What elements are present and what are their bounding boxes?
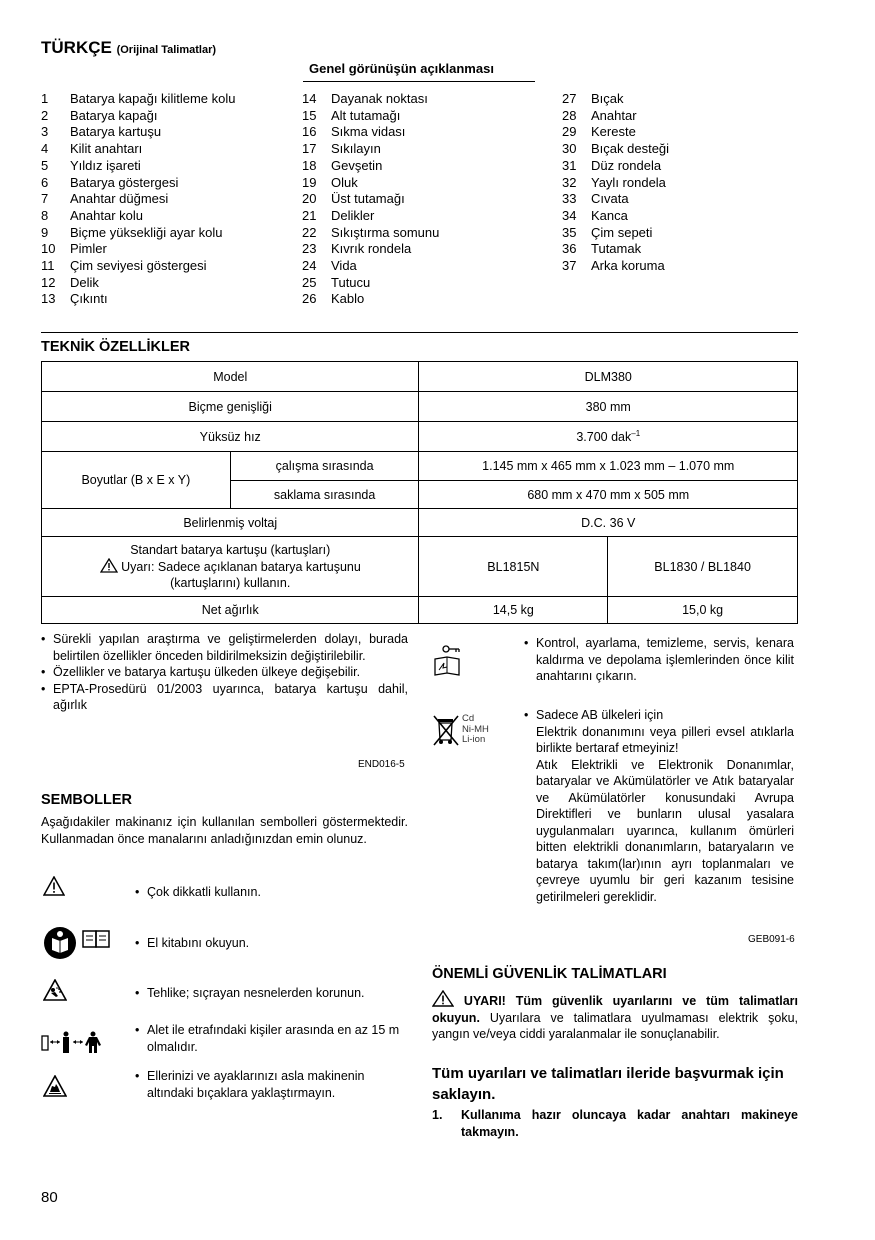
- part-number: 20: [302, 191, 317, 207]
- list-item: [41, 291, 235, 308]
- part-number: 12: [41, 274, 56, 290]
- part-number: 24: [302, 258, 317, 274]
- list-item: [41, 158, 235, 175]
- list-item: [302, 275, 439, 292]
- spec-code: END016-5: [358, 759, 405, 770]
- part-number: 28: [562, 107, 577, 123]
- list-item: [562, 141, 669, 158]
- list-item: [41, 124, 235, 141]
- part-number: 15: [302, 107, 317, 123]
- spec-label-dimensions: Boyutlar (B x E x Y): [42, 452, 231, 509]
- symbol-flying-text: Tehlike; sıçrayan nesnelerden korunun.: [147, 986, 365, 1000]
- part-number: 36: [562, 241, 577, 257]
- list-item: [302, 158, 439, 175]
- part-number: 18: [302, 157, 317, 173]
- spec-value-battery-b: BL1830 / BL1840: [608, 537, 798, 597]
- part-number: 1: [41, 91, 49, 106]
- battery-label-line-3: (kartuşlarını) kullanın.: [170, 576, 291, 590]
- spec-label-cut-width: Biçme genişliği: [42, 392, 419, 422]
- spec-value-battery-a: BL1815N: [419, 537, 608, 597]
- spec-value-dim-storage: 680 mm x 470 mm x 505 mm: [419, 481, 798, 509]
- list-item: [41, 108, 235, 125]
- note-text: Özellikler ve batarya kartuşu ülkeden ülkeye değişebilir.: [53, 665, 361, 679]
- eu-title: Sadece AB ülkeleri için: [536, 708, 664, 722]
- part-label: Kilit anahtarı: [70, 141, 143, 157]
- part-number: 27: [562, 91, 577, 106]
- part-number: 33: [562, 191, 577, 207]
- list-item: [41, 225, 235, 242]
- part-label: Düz rondela: [591, 157, 662, 173]
- bystander-distance-icon: [41, 1030, 107, 1054]
- part-number: 8: [41, 207, 49, 223]
- part-label: Biçme yüksekliği ayar kolu: [70, 224, 223, 240]
- list-item: [562, 108, 669, 125]
- part-number: 19: [302, 174, 317, 190]
- symbol-text: • Ellerinizi ve ayaklarınızı asla makinenin altındaki bıçaklara yaklaştırmayın.: [135, 1068, 407, 1101]
- specs-heading: TEKNİK ÖZELLİKLER: [41, 339, 191, 355]
- part-number: 31: [562, 157, 577, 173]
- battery-label-line-2: Uyarı: Sadece açıklanan batarya kartuşunu: [121, 560, 361, 574]
- part-label: Bıçak desteği: [591, 141, 670, 157]
- chem-label: Cd: [462, 713, 475, 724]
- part-label: Kablo: [331, 291, 365, 307]
- symbol-manual-text: El kitabını okuyun.: [147, 936, 250, 950]
- item-text: Kullanıma hazır oluncaya kadar anahtarı makineye takmayın.: [461, 1108, 798, 1139]
- part-label: Cıvata: [591, 191, 629, 207]
- symbol-text: • Çok dikkatli kullanın.: [135, 885, 261, 899]
- speed-value-text: 3.700 dak: [576, 430, 632, 445]
- part-label: Vida: [331, 258, 357, 274]
- part-label: Kereste: [591, 124, 636, 140]
- spec-notes: [41, 631, 408, 714]
- crossed-bin-icon: [432, 713, 460, 747]
- battery-warning-line: [46, 558, 414, 575]
- disposal-code: GEB091-6: [748, 934, 795, 945]
- symbol-blade-text: Ellerinizi ve ayaklarınızı asla makinenin altındaki bıçaklara yaklaştırmayın.: [147, 1069, 365, 1100]
- parts-heading: Genel görünüşün açıklanması: [309, 61, 494, 76]
- part-label: Delik: [70, 274, 99, 290]
- list-item: [562, 241, 669, 258]
- item-number: 1.: [432, 1108, 443, 1122]
- list-item: [41, 175, 235, 192]
- part-label: Pimler: [70, 241, 107, 257]
- list-item: [302, 191, 439, 208]
- part-label: Çim sepeti: [591, 224, 653, 240]
- note-text: EPTA-Prosedürü 01/2003 uyarınca, batarya kartuşu dahil, ağırlık: [53, 681, 408, 712]
- part-number: 11: [41, 258, 55, 274]
- spec-sublabel-storage: saklama sırasında: [230, 481, 419, 509]
- list-item: [302, 258, 439, 275]
- remove-key-icon: [432, 643, 462, 679]
- part-number: 25: [302, 274, 317, 290]
- spec-label-model: Model: [42, 362, 419, 392]
- read-manual-icon: [43, 926, 113, 960]
- part-label: Sıkıştırma somunu: [331, 224, 440, 240]
- part-number: 5: [41, 157, 49, 173]
- list-item: [562, 258, 669, 275]
- list-item: [302, 141, 439, 158]
- part-label: Anahtar kolu: [70, 207, 143, 223]
- part-label: Batarya kapağı: [70, 107, 158, 123]
- list-item: [302, 291, 439, 308]
- part-label: Anahtar: [591, 107, 637, 123]
- part-label: Yaylı rondela: [591, 174, 666, 190]
- note-text: Sürekli yapılan araştırma ve geliştirmelerden dolayı, burada belirtilen özellikler önceden bildirilmeksizin değiştirilebilir.: [53, 632, 408, 663]
- part-number: 34: [562, 207, 577, 223]
- spec-value-dim-operation: 1.145 mm x 465 mm x 1.023 mm – 1.070 mm: [419, 452, 798, 481]
- list-item: [41, 191, 235, 208]
- list-item: [562, 91, 669, 108]
- chem-label: Ni-MH: [462, 723, 489, 735]
- symbols-heading: SEMBOLLER: [41, 792, 133, 808]
- part-label: Batarya göstergesi: [70, 174, 179, 190]
- symbol-text: • Alet ile etrafındaki kişiler arasında en az 15 m olmalıdır.: [135, 1022, 407, 1055]
- flying-objects-icon: [43, 979, 67, 1001]
- part-number: 13: [41, 291, 56, 307]
- part-number: 16: [302, 124, 317, 140]
- list-item: [302, 208, 439, 225]
- spec-label-speed: Yüksüz hız: [42, 422, 419, 452]
- list-item: [302, 124, 439, 141]
- table-row: [42, 392, 798, 422]
- eu-text-1: Elektrik donanımını veya pilleri evsel atıklarla birlikte bertaraf etmeyiniz!: [536, 724, 794, 755]
- language-subtitle: (Orijinal Talimatlar): [116, 44, 217, 56]
- specs-table: [41, 361, 798, 624]
- part-number: 23: [302, 241, 317, 257]
- part-label: Kıvrık rondela: [331, 241, 412, 257]
- list-item: [302, 225, 439, 242]
- list-item: [41, 275, 235, 292]
- spec-label-voltage: Belirlenmiş voltaj: [42, 509, 419, 537]
- symbol-text: • El kitabını okuyun.: [135, 936, 250, 950]
- speed-unit-superscript: –1: [631, 428, 641, 438]
- list-item: [562, 158, 669, 175]
- spec-value-speed: [419, 422, 798, 452]
- part-number: 4: [41, 141, 49, 157]
- symbol-text: • Kontrol, ayarlama, temizleme, servis, kenara kaldırma ve depolama işlemlerinden önce kilit anahtarını çıkarın.: [524, 636, 794, 683]
- part-number: 6: [41, 174, 49, 190]
- list-item: • Sürekli yapılan araştırma ve geliştirmelerden dolayı, burada belirtilen özellikler önceden bildirilmeksizin değiştirilebilir.: [41, 632, 408, 663]
- spec-label-weight: Net ağırlık: [42, 597, 419, 624]
- warning-bold-text: UYARI! Tüm güvenlik uyarılarını ve tüm talimatları okuyun.: [432, 994, 798, 1025]
- list-item: [302, 175, 439, 192]
- table-row: [42, 362, 798, 392]
- page-number: 80: [41, 1189, 58, 1206]
- chem-label: Li-ion: [462, 734, 486, 745]
- list-item: [562, 191, 669, 208]
- key-removal-text: Kontrol, ayarlama, temizleme, servis, kenara kaldırma ve depolama işlemlerinden önce kilit anahtarını çıkarın.: [536, 636, 794, 683]
- part-number: 35: [562, 224, 577, 240]
- part-number: 30: [562, 141, 577, 157]
- parts-list-col-1: [41, 91, 235, 308]
- part-label: Bıçak: [591, 91, 624, 106]
- symbol-distance-text: Alet ile etrafındaki kişiler arasında en az 15 m olmalıdır.: [147, 1023, 400, 1054]
- part-label: Oluk: [331, 174, 358, 190]
- list-item: [562, 225, 669, 242]
- part-number: 3: [41, 124, 49, 140]
- battery-chemistry-labels: [462, 714, 489, 746]
- table-row: [42, 509, 798, 537]
- table-row: [42, 537, 798, 597]
- keep-instructions: Tüm uyarıları ve talimatları ileride başvurmak için saklayın.: [432, 1065, 784, 1103]
- part-label: Delikler: [331, 207, 375, 223]
- spec-value-weight-b: 15,0 kg: [608, 597, 798, 624]
- list-item: [41, 141, 235, 158]
- part-number: 9: [41, 224, 49, 240]
- list-item: [41, 241, 235, 258]
- part-number: 37: [562, 258, 577, 274]
- page-language-title: [41, 38, 216, 58]
- warning-icon: [100, 558, 118, 573]
- part-label: Sıkılayın: [331, 141, 381, 157]
- warning-icon: [432, 990, 454, 1007]
- part-label: Batarya kartuşu: [70, 124, 162, 140]
- safety-item-1: [432, 1107, 798, 1140]
- spec-sublabel-operation: çalışma sırasında: [230, 452, 419, 481]
- blade-hands-feet-icon: [43, 1075, 67, 1097]
- part-number: 17: [302, 141, 317, 157]
- safety-warning: [432, 990, 798, 1043]
- list-item: [562, 175, 669, 192]
- caution-icon: [43, 876, 65, 896]
- part-label: Çim seviyesi göstergesi: [70, 258, 207, 274]
- spec-value-model: DLM380: [419, 362, 798, 392]
- list-item: [302, 241, 439, 258]
- list-item: [41, 91, 235, 108]
- language-label: TÜRKÇE: [41, 38, 112, 57]
- section-divider: [41, 332, 798, 333]
- parts-list-col-2: [302, 91, 439, 308]
- part-number: 10: [41, 241, 56, 257]
- part-number: 14: [302, 91, 317, 106]
- list-item: [562, 124, 669, 141]
- part-number: 22: [302, 224, 317, 240]
- table-row: [42, 452, 798, 481]
- battery-label-line-1: Standart batarya kartuşu (kartuşları): [130, 543, 331, 557]
- part-label: Üst tutamağı: [331, 191, 405, 207]
- symbols-intro: Aşağıdakiler makinanız için kullanılan sembolleri göstermektedir. Kullanmadan önce manalarını anladığınızdan emin olunuz.: [41, 815, 408, 846]
- part-label: Anahtar düğmesi: [70, 191, 169, 207]
- eu-disposal-block: • Sadece AB ülkeleri için Elektrik donanımını veya pilleri evsel atıklarla birlikte bertaraf etmeyiniz! Atık Elektrikli ve Elektronik Donanımlar, bataryalar ve Akümülatörler ve Atık bataryalar ve Akümülatörler konusundaki Avrupa Direktifleri ve bunların ulusal yasalara uygulanmaları uyarınca, kullanım ömürleri bitten elektrikli donanımların, bataryaların ve batarya takım(lar)ının ayrı toplanmaları ve çevreye uyumlu bir geri kazanım tesisine getirilmeleri gereklidir.: [524, 708, 794, 904]
- list-item: [562, 208, 669, 225]
- part-number: 21: [302, 207, 317, 223]
- eu-text-2: Atık Elektrikli ve Elektronik Donanımlar, bataryalar ve Akümülatörler ve Atık bataryalar ve Akümülatörler konusundaki Avrupa Direktifleri ve bunların ulusal yasalara uygulanmaları uyarınca, kullanım ömürleri bitten elektrikli donanımların, bataryaların ve batarya takım(lar)ının ayrı toplanmaları ve çevreye uyumlu bir geri kazanım tesisine getirilmeleri gereklidir.: [536, 757, 794, 904]
- list-item: • Özellikler ve batarya kartuşu ülkeden ülkeye değişebilir.: [41, 665, 361, 679]
- part-number: 7: [41, 191, 49, 207]
- spec-label-battery: [42, 537, 419, 597]
- symbol-caution-text: Çok dikkatli kullanın.: [147, 885, 261, 899]
- parts-heading-underline: [303, 81, 535, 82]
- part-label: Tutucu: [331, 274, 371, 290]
- list-item: [41, 258, 235, 275]
- list-item: [302, 91, 439, 108]
- list-item: [41, 208, 235, 225]
- part-number: 2: [41, 107, 49, 123]
- part-label: Dayanak noktası: [331, 91, 428, 106]
- symbol-text: • Tehlike; sıçrayan nesnelerden korunun.: [135, 986, 365, 1000]
- part-number: 32: [562, 174, 577, 190]
- list-item: • EPTA-Prosedürü 01/2003 uyarınca, batarya kartuşu dahil, ağırlık: [41, 681, 408, 712]
- spec-value-voltage: D.C. 36 V: [419, 509, 798, 537]
- part-label: Alt tutamağı: [331, 107, 401, 123]
- part-label: Sıkma vidası: [331, 124, 406, 140]
- warning-rest-text: Uyarılara ve talimatlara uyulmaması elektrik şoku, yangın ve/veya ciddi yaralanmalar ile sonuçlanabilir.: [432, 1010, 798, 1041]
- part-label: Kanca: [591, 207, 628, 223]
- part-label: Tutamak: [591, 241, 642, 257]
- safety-heading: ÖNEMLİ GÜVENLİK TALİMATLARI: [432, 966, 667, 982]
- table-row: [42, 597, 798, 624]
- part-label: Çıkıntı: [70, 291, 108, 307]
- table-row: [42, 422, 798, 452]
- spec-value-cut-width: 380 mm: [419, 392, 798, 422]
- part-label: Batarya kapağı kilitleme kolu: [70, 91, 236, 106]
- part-label: Gevşetin: [331, 157, 383, 173]
- spec-value-weight-a: 14,5 kg: [419, 597, 608, 624]
- list-item: [302, 108, 439, 125]
- part-label: Yıldız işareti: [70, 157, 141, 173]
- part-label: Arka koruma: [591, 258, 665, 274]
- part-number: 26: [302, 291, 317, 307]
- part-number: 29: [562, 124, 577, 140]
- parts-list-col-3: [562, 91, 669, 275]
